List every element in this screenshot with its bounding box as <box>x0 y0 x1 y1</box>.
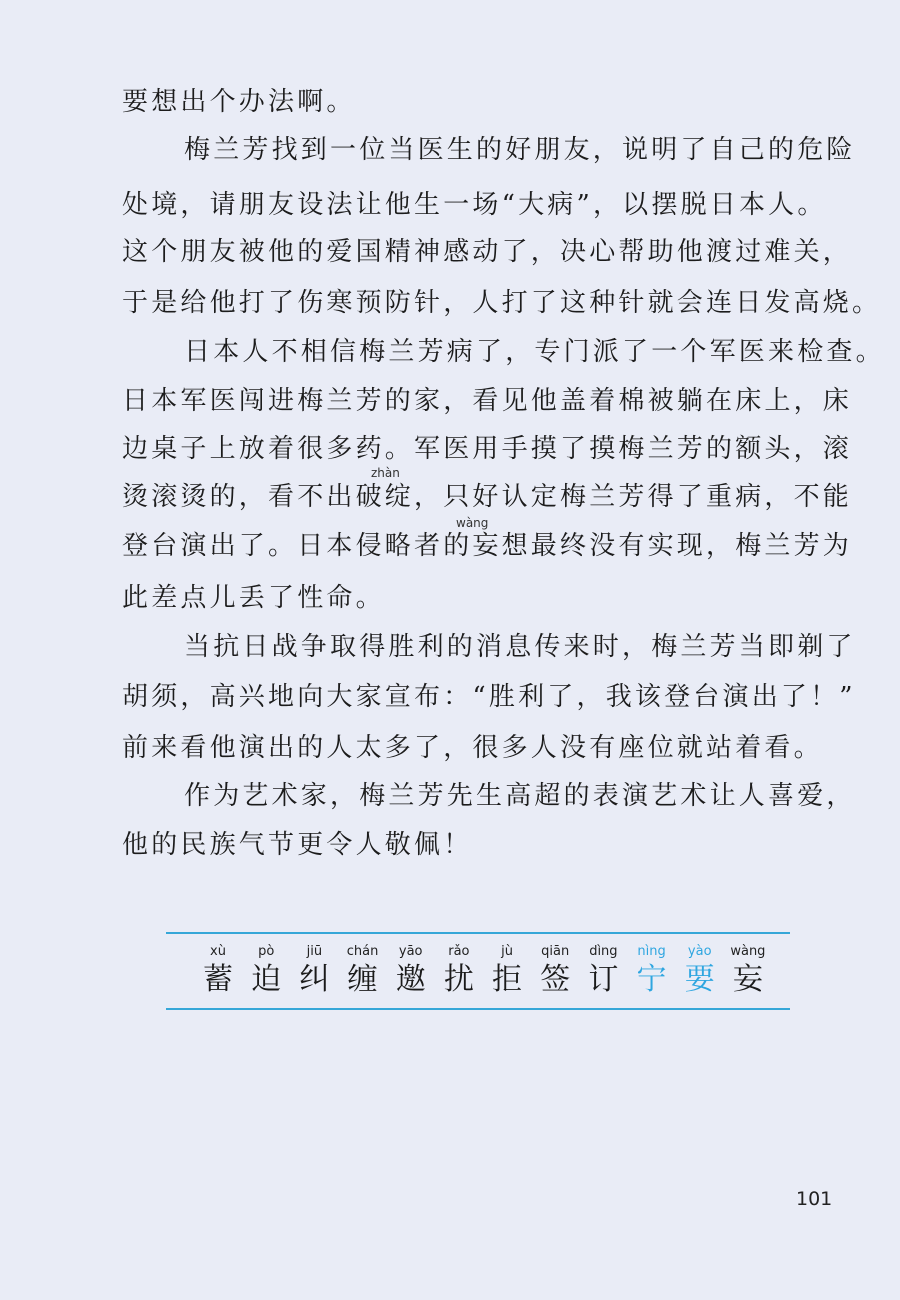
text-line: 此差点儿丢了性命。 <box>122 583 385 613</box>
vocab-char: 宁 <box>636 962 667 997</box>
vocab-pinyin: pò <box>258 944 275 959</box>
vocab-item <box>535 944 575 1004</box>
pinyin-annotation: zhàn <box>371 466 400 480</box>
pinyin-annotation: wàng <box>456 516 489 530</box>
text-line: 胡须，高兴地向大家宣布：“胜利了，我该登台演出了！” <box>122 682 856 712</box>
vocab-pinyin: xù <box>210 944 226 959</box>
vocab-item-highlighted <box>680 944 720 1004</box>
text-line: 前来看他演出的人太多了，很多人没有座位就站着看。 <box>122 733 823 763</box>
vocab-item-highlighted <box>632 944 672 1004</box>
vocab-item <box>343 944 383 1004</box>
vocab-char: 妄 <box>732 962 763 997</box>
text-line: 这个朋友被他的爱国精神感动了，决心帮助他渡过难关， <box>122 237 853 267</box>
text-line: 作为艺术家，梅兰芳先生高超的表演艺术让人喜爱， <box>184 781 856 811</box>
vocab-pinyin: yāo <box>398 944 423 959</box>
vocab-pinyin: yào <box>687 944 712 959</box>
text-line: 他的民族气节更令人敬佩！ <box>122 830 473 860</box>
vocab-pinyin: dìng <box>589 944 618 959</box>
text-line: 边桌子上放着很多药。军医用手摸了摸梅兰芳的额头，滚 <box>122 434 853 464</box>
vocab-pinyin: rǎo <box>448 944 470 959</box>
vocab-char: 纠 <box>299 962 330 997</box>
text-line: 登台演出了。日本侵略者的妄想最终没有实现，梅兰芳为 <box>122 531 853 561</box>
vocab-item <box>439 944 479 1004</box>
vocab-top-rule <box>166 932 790 934</box>
text-line: 于是给他打了伤寒预防针，人打了这种针就会连日发高烧。 <box>122 288 882 318</box>
vocab-char: 邀 <box>395 962 426 997</box>
page-number: 101 <box>796 1188 833 1210</box>
vocab-item <box>246 944 286 1004</box>
vocab-char: 订 <box>588 962 619 997</box>
vocab-pinyin: nìng <box>637 944 666 959</box>
vocab-char: 要 <box>684 962 715 997</box>
vocab-char: 扰 <box>443 962 474 997</box>
text-line: 当抗日战争取得胜利的消息传来时，梅兰芳当即剃了 <box>184 632 856 662</box>
vocab-list <box>198 944 768 1004</box>
vocab-item <box>198 944 238 1004</box>
vocab-char: 缠 <box>347 962 378 997</box>
text-line: 日本军医闯进梅兰芳的家，看见他盖着棉被躺在床上，床 <box>122 386 853 416</box>
vocab-char: 蓄 <box>203 962 233 997</box>
vocab-bottom-rule <box>166 1008 790 1010</box>
vocab-char: 签 <box>540 962 571 997</box>
vocab-item <box>583 944 623 1004</box>
vocab-pinyin: qiān <box>541 944 570 959</box>
vocab-pinyin: jiū <box>306 944 323 959</box>
text-line: 要想出个办法啊。 <box>122 87 356 117</box>
vocab-item <box>487 944 527 1004</box>
text-line: 处境，请朋友设法让他生一场“大病”，以摆脱日本人。 <box>122 190 827 220</box>
vocab-pinyin: wàng <box>730 944 766 959</box>
vocab-pinyin: jù <box>501 944 513 959</box>
vocab-item <box>294 944 334 1004</box>
text-line: 日本人不相信梅兰芳病了，专门派了一个军医来检查。 <box>184 337 885 367</box>
vocab-item <box>728 944 768 1004</box>
vocab-char: 拒 <box>492 962 523 997</box>
vocab-item <box>391 944 431 1004</box>
vocab-char: 迫 <box>251 962 282 997</box>
text-line: 梅兰芳找到一位当医生的好朋友，说明了自己的危险 <box>184 135 856 165</box>
vocab-pinyin: chán <box>346 944 379 959</box>
text-line: 烫滚烫的，看不出破绽，只好认定梅兰芳得了重病，不能 <box>122 482 853 512</box>
